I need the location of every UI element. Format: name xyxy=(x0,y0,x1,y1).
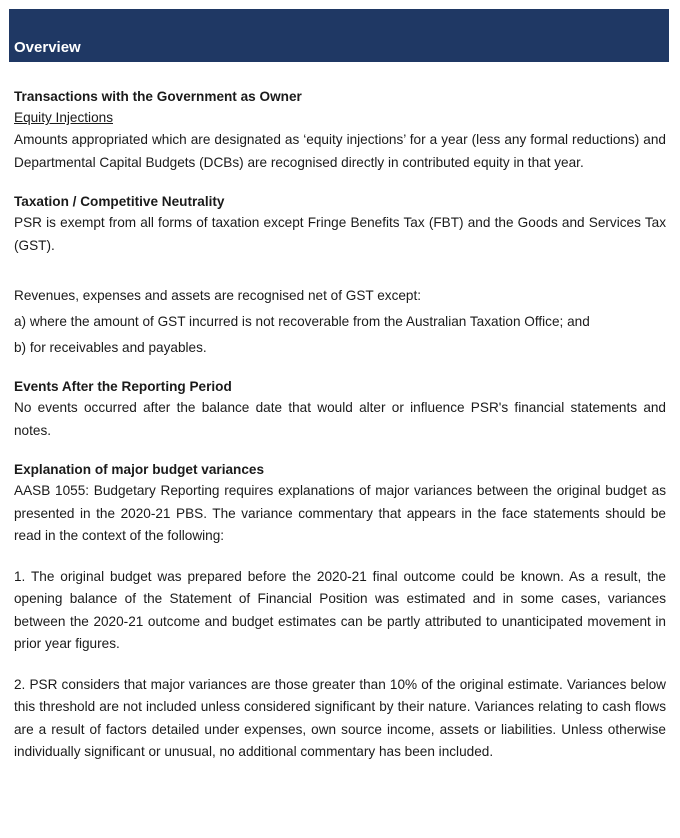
paragraph-equity-injections: Amounts appropriated which are designated as ‘equity injections’ for a year (less any formal reductions) and Departmental Capital Budgets (DCBs) are recognised directly in contributed equity in that year. xyxy=(14,132,666,170)
paragraph-variances-intro: AASB 1055: Budgetary Reporting requires explanations of major variances between the original budget as presented in the 2020-21 PBS. The variance commentary that appears in the face statements should be read in the context of the following: xyxy=(14,483,666,543)
subheading-equity-injections: Equity Injections xyxy=(14,110,113,125)
paragraph-taxation: PSR is exempt from all forms of taxation except Fringe Benefits Tax (FBT) and the Goods and Services Tax (GST). xyxy=(14,215,666,253)
banner-title: Overview xyxy=(14,39,81,56)
section-heading-events: Events After the Reporting Period xyxy=(14,379,232,394)
list-item-gst-b: b) for receivables and payables. xyxy=(14,340,207,355)
paragraph-variance-point-1: 1. The original budget was prepared before the 2020-21 final outcome could be known. As a result, the opening balance of the Statement of Financial Position was estimated and in some cases, variances between the 2020-21 outcome and budget estimates can be partly attributed to unanticipated movement in prior year figures. xyxy=(14,568,666,651)
paragraph-variance-point-2: 2. PSR considers that major variances are those greater than 10% of the original estimate. Variances below this threshold are not included unless considered significant by their nature. Variances relating to cash flows are a result of factors detailed under expenses, own source income, assets or liabilities. Unless otherwise individually significant or unusual, no additional commentary has been included. xyxy=(14,676,666,759)
section-heading-taxation: Taxation / Competitive Neutrality xyxy=(14,194,225,209)
section-heading-transactions: Transactions with the Government as Owner xyxy=(14,89,302,104)
paragraph-gst-intro: Revenues, expenses and assets are recognised net of GST except: xyxy=(14,288,422,303)
section-heading-variances: Explanation of major budget variances xyxy=(14,462,265,477)
overview-banner xyxy=(9,9,669,62)
list-item-gst-a: a) where the amount of GST incurred is not recoverable from the Australian Taxation Office; and xyxy=(14,314,590,329)
document-body xyxy=(14,87,666,764)
paragraph-events: No events occurred after the balance date that would alter or influence PSR's financial statements and notes. xyxy=(14,400,666,438)
